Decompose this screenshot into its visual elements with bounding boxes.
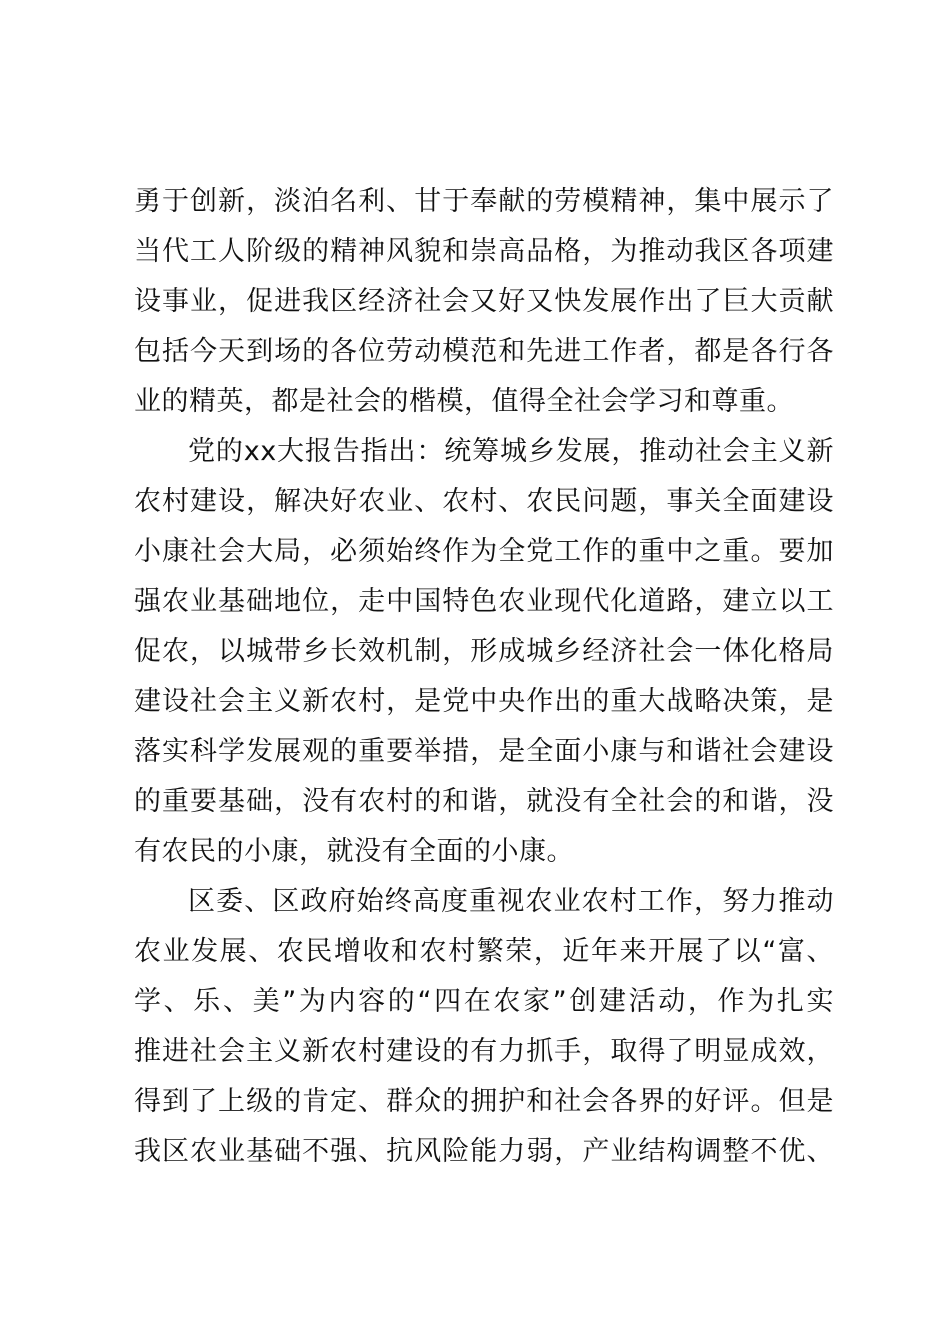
paragraph-3-line-1: 区委、区政府始终高度重视农业农村工作，努力推动 — [188, 886, 834, 917]
paragraph-3-line-3: 学、乐、美”为内容的“四在农家”创建活动，作为扎实 — [134, 986, 834, 1017]
paragraph-2-line-1: 党的xx大报告指出：统筹城乡发展，推动社会主义新 — [188, 436, 834, 467]
paragraph-2-line-9: 有农民的小康，就没有全面的小康。 — [134, 836, 574, 867]
paragraph-2-line-3: 小康社会大局，必须始终作为全党工作的重中之重。要加 — [134, 536, 834, 567]
paragraph-1-line-1: 勇于创新，淡泊名利、甘于奉献的劳模精神，集中展示了 — [134, 186, 834, 217]
paragraph-2-line-4: 强农业基础地位，走中国特色农业现代化道路，建立以工 — [134, 586, 834, 617]
paragraph-1-line-4: 包括今天到场的各位劳动模范和先进工作者，都是各行各 — [134, 336, 834, 367]
paragraph-2-line-6: 建设社会主义新农村，是党中央作出的重大战略决策，是 — [134, 686, 834, 717]
paragraph-3-line-4: 推进社会主义新农村建设的有力抓手，取得了明显成效， — [134, 1036, 834, 1067]
paragraph-1-line-2: 当代工人阶级的精神风貌和崇高品格，为推动我区各项建 — [134, 236, 834, 267]
paragraph-2-line-5: 促农，以城带乡长效机制，形成城乡经济社会一体化格局 — [134, 636, 834, 667]
paragraph-2-line-2: 农村建设，解决好农业、农村、农民问题，事关全面建设 — [134, 486, 834, 517]
paragraph-3-line-2: 农业发展、农民增收和农村繁荣，近年来开展了以“富、 — [134, 936, 834, 967]
paragraph-3-line-6: 我区农业基础不强、抗风险能力弱，产业结构调整不优、 — [134, 1136, 834, 1167]
paragraph-2-line-8: 的重要基础，没有农村的和谐，就没有全社会的和谐，没 — [134, 786, 834, 817]
paragraph-1-line-3: 设事业，促进我区经济社会又好又快发展作出了巨大贡献 — [134, 286, 834, 317]
document-body — [134, 177, 834, 1177]
paragraph-2-line-7: 落实科学发展观的重要举措，是全面小康与和谐社会建设 — [134, 736, 834, 767]
paragraph-3-line-5: 得到了上级的肯定、群众的拥护和社会各界的好评。但是 — [134, 1086, 834, 1117]
paragraph-1-line-5: 业的精英，都是社会的楷模，值得全社会学习和尊重。 — [134, 386, 794, 417]
